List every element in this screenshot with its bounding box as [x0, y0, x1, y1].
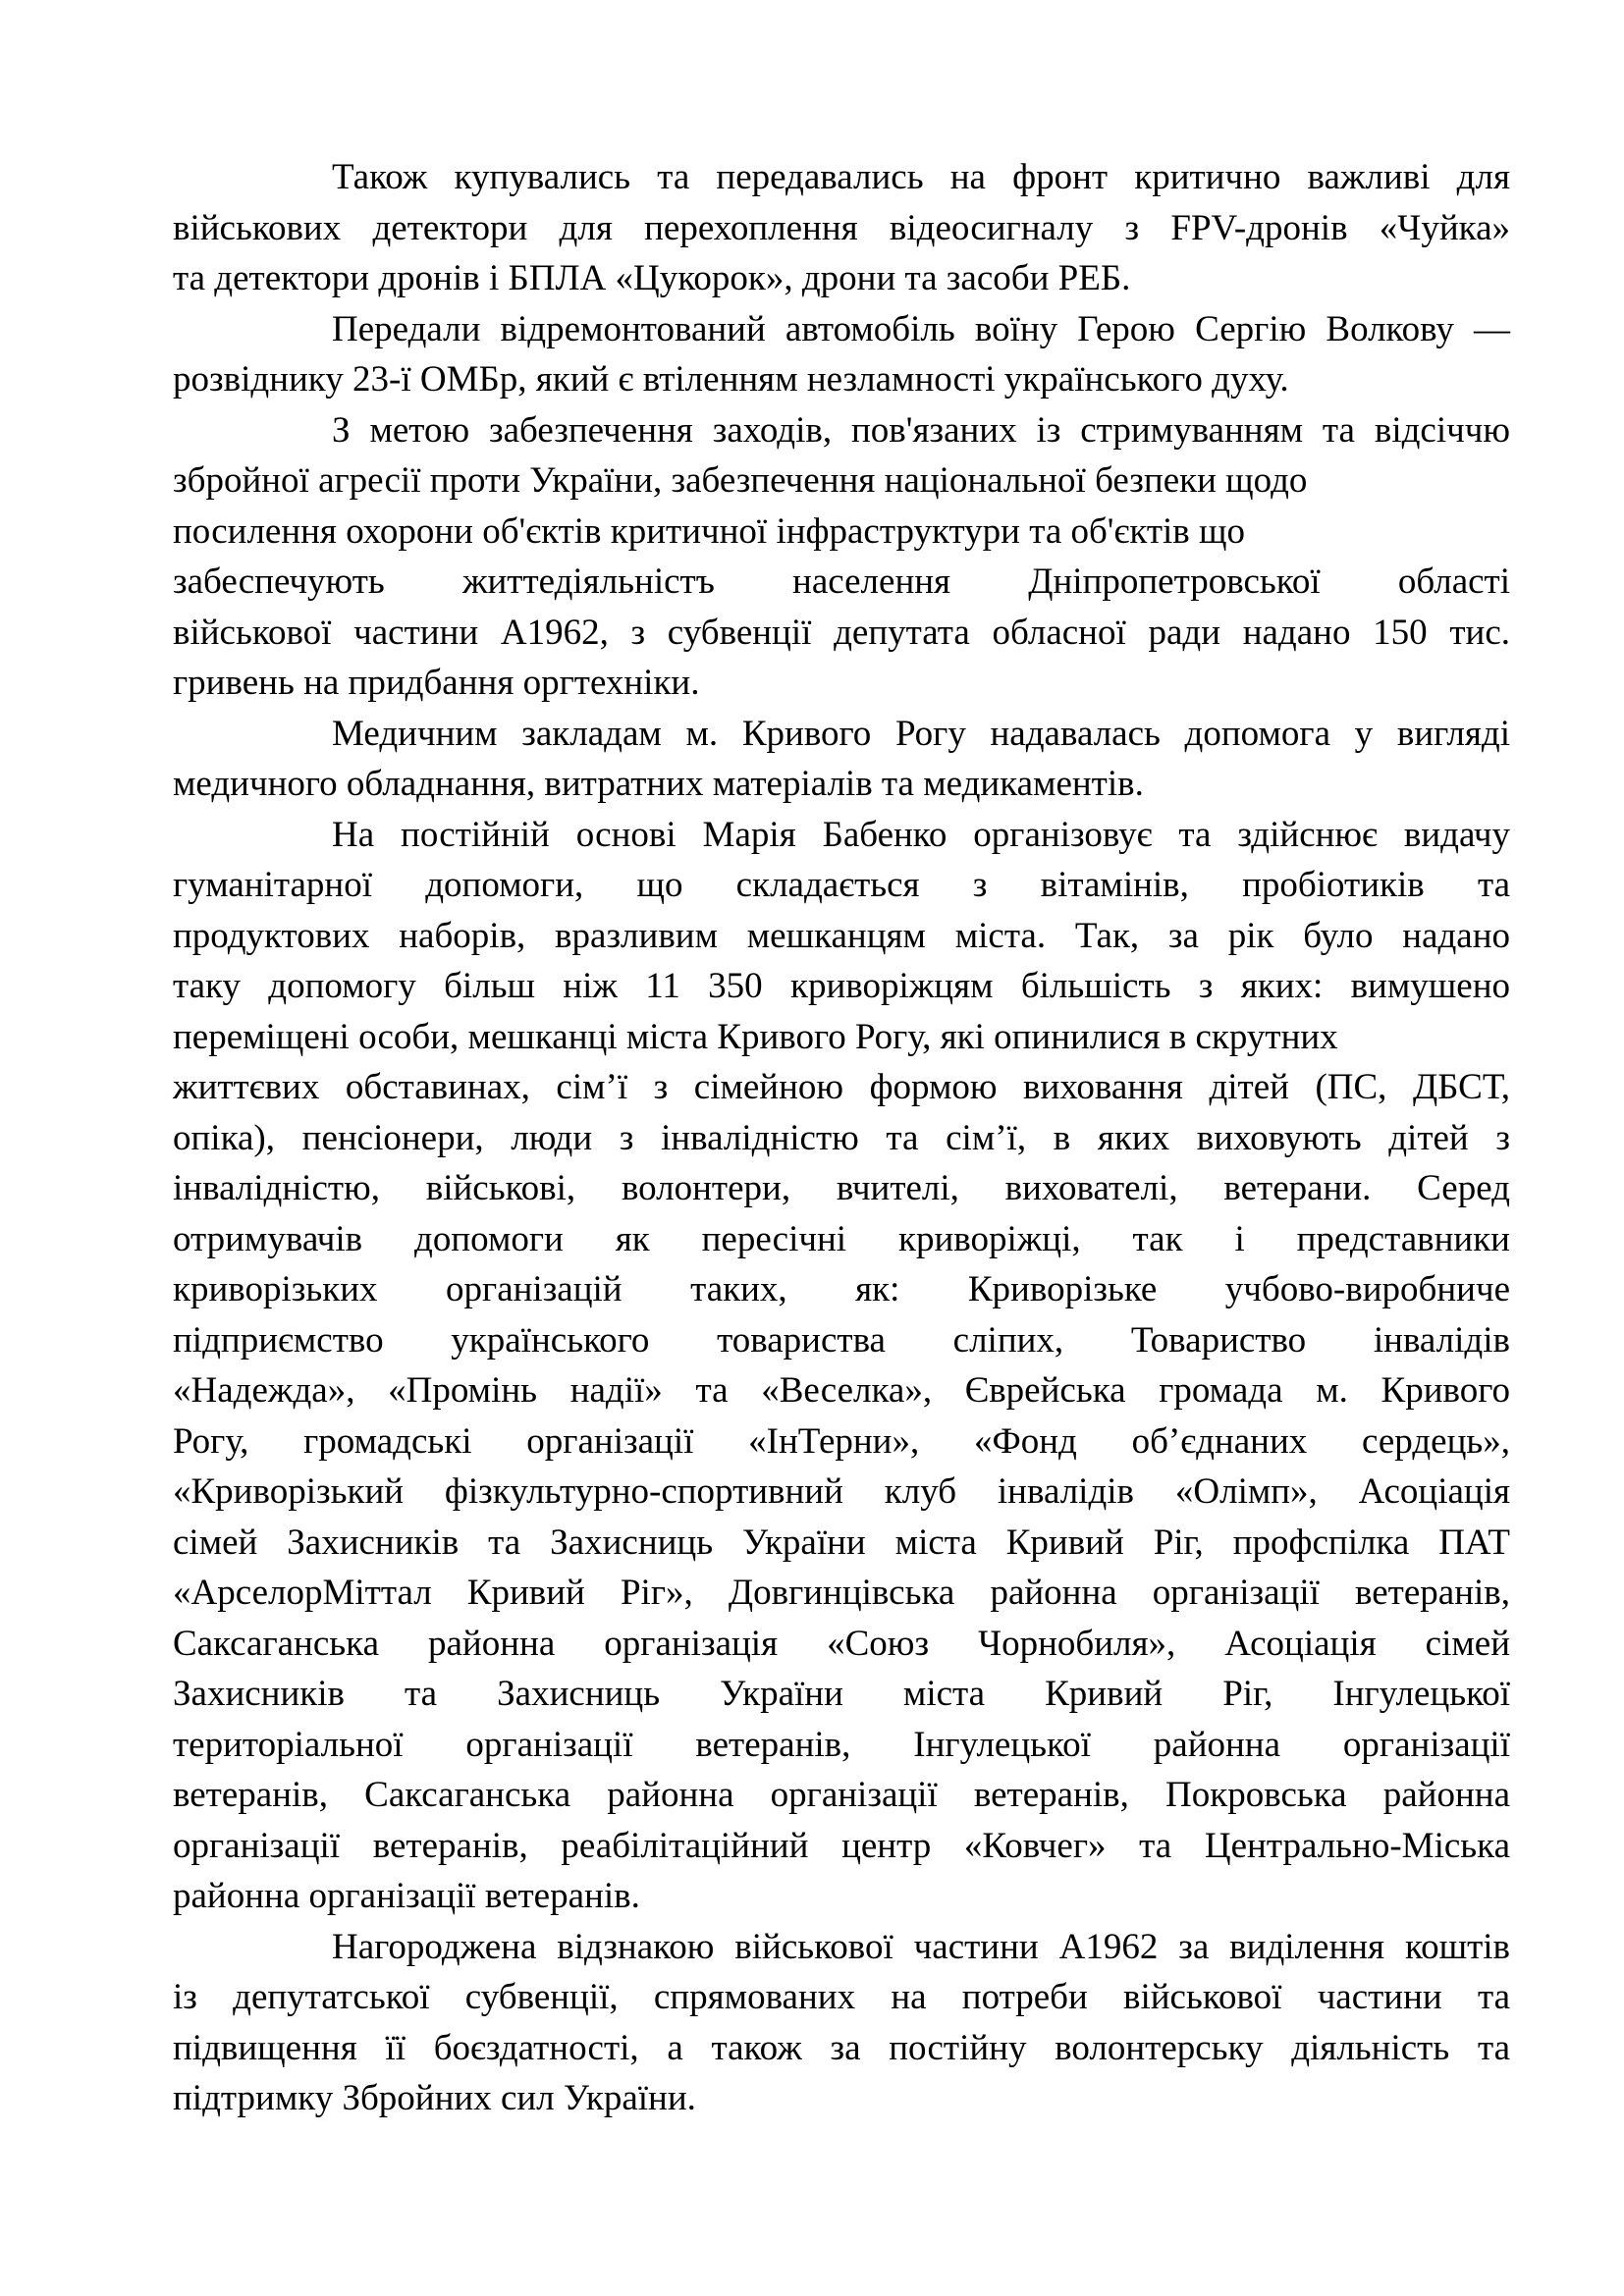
- text-line: Рогу, громадські організації «ІнТерни», «Фонд об’єднаних сердець»,: [173, 1420, 1510, 1462]
- text-line: підтримку Збройних сил України.: [173, 2078, 696, 2118]
- text-line: медичного обладнання, витратних матеріалів та медикаментів.: [173, 764, 1144, 804]
- text-line: інвалідністю, військові, волонтери, вчителі, вихователі, ветерани. Серед: [173, 1168, 1510, 1208]
- text-line: «Надежда», «Промінь надії» та «Веселка», Єврейська громада м. Кривого: [173, 1370, 1510, 1411]
- text-line: гуманітарної допомоги, що складається з вітамінів, пробіотиків та: [173, 865, 1510, 905]
- text-line: Захисників та Захисниць України міста Кривий Ріг, Інгулецької: [173, 1674, 1510, 1714]
- text-line: підвищення її боєздатності, а також за постійну волонтерську діяльність та: [173, 2027, 1510, 2068]
- paragraph: [173, 152, 1510, 304]
- text-line: сімей Захисників та Захисниць України міста Кривий Ріг, профспілка ПАТ: [173, 1522, 1510, 1563]
- text-line: таку допомогу більш ніж 11 350 криворіжцям більшість з яких: вимушено: [173, 966, 1510, 1006]
- text-line: ветеранів, Саксаганська районна організації ветеранів, Покровська районна: [173, 1775, 1510, 1815]
- text-line: територіальної організації ветеранів, Інгулецької районна організації: [173, 1724, 1510, 1765]
- text-line: продуктових наборів, вразливим мешканцям міста. Так, за рік було надано: [173, 915, 1510, 956]
- text-line: військової частини А1962, з субвенції депутата обласної ради надано 150 тис.: [173, 612, 1510, 653]
- paragraph: [173, 810, 1510, 1922]
- text-line: На постійній основі Марія Бабенко організовує та здійснює видачу: [332, 814, 1510, 855]
- text-line: «Криворізький фізкультурно-спортивний клуб інвалідів «Олімп», Асоціація: [173, 1471, 1510, 1512]
- text-line: Також купувались та передавались на фронт критично важливі для: [332, 157, 1510, 197]
- text-line: забеспечують життедіяльністъ населення Дніпропетровської області: [173, 561, 1510, 602]
- text-line: Медичним закладам м. Кривого Рогу надавалась допомога у вигляді: [332, 713, 1510, 754]
- text-line: організації ветеранів, реабілітаційний центр «Ковчег» та Центрально-Міська: [173, 1825, 1510, 1866]
- text-line: із депутатської субвенції, спрямованих на потреби військової частини та: [173, 1977, 1510, 2017]
- text-line: підприємство українського товариства сліпих, Товариство інвалідів: [173, 1319, 1510, 1361]
- paragraph: [173, 304, 1510, 405]
- text-line: та детектори дронів і БПЛА «Цукорок», дрони та засоби РЕБ.: [173, 258, 1131, 298]
- paragraph: [173, 1922, 1510, 2124]
- text-line: розвіднику 23-ї ОМБр, який є втіленням незламності українського духу.: [173, 359, 1289, 400]
- text-line: збройної агресії проти України, забезпечення національної безпеки щодо: [173, 460, 1308, 501]
- text-line: Передали відремонтований автомобіль воїну Герою Сергію Волкову —: [332, 308, 1510, 349]
- text-line: життєвих обставинах, сім’ї з сімейною формою виховання дітей (ПС, ДБСТ,: [173, 1067, 1510, 1107]
- paragraph: [173, 405, 1510, 709]
- text-line: опіка), пенсіонери, люди з інвалідністю та сім’ї, в яких виховують дітей з: [173, 1117, 1510, 1158]
- text-line: посилення охорони об'єктів критичної інфраструктури та об'єктів що: [173, 510, 1246, 552]
- text-line: З метою забезпечення заходів, пов'язаних із стримуванням та відсіччю: [332, 409, 1510, 451]
- text-line: районна організації ветеранів.: [173, 1876, 640, 1916]
- text-line: гривень на придбання оргтехніки.: [173, 663, 700, 703]
- text-line: криворізьких організацій таких, як: Криворізьке учбово-виробниче: [173, 1269, 1510, 1309]
- text-line: військових детектори для перехоплення відеосигналу з FPV-дронів «Чуйка»: [173, 207, 1510, 248]
- text-line: Нагороджена відзнакою військової частини А1962 за виділення коштів: [332, 1926, 1510, 1967]
- text-line: Саксаганська районна організація «Союз Чорнобиля», Асоціація сімей: [173, 1623, 1510, 1664]
- paragraph: [173, 709, 1510, 810]
- text-line: «АрселорМіттал Кривий Ріг», Довгинцівська районна організації ветеранів,: [173, 1573, 1510, 1613]
- document-text: [173, 152, 1510, 2124]
- text-line: переміщені особи, мешканці міста Кривого Рогу, які опинилися в скрутних: [173, 1016, 1338, 1057]
- text-line: отримувачів допомоги як пересічні криворіжці, так і представники: [173, 1218, 1510, 1259]
